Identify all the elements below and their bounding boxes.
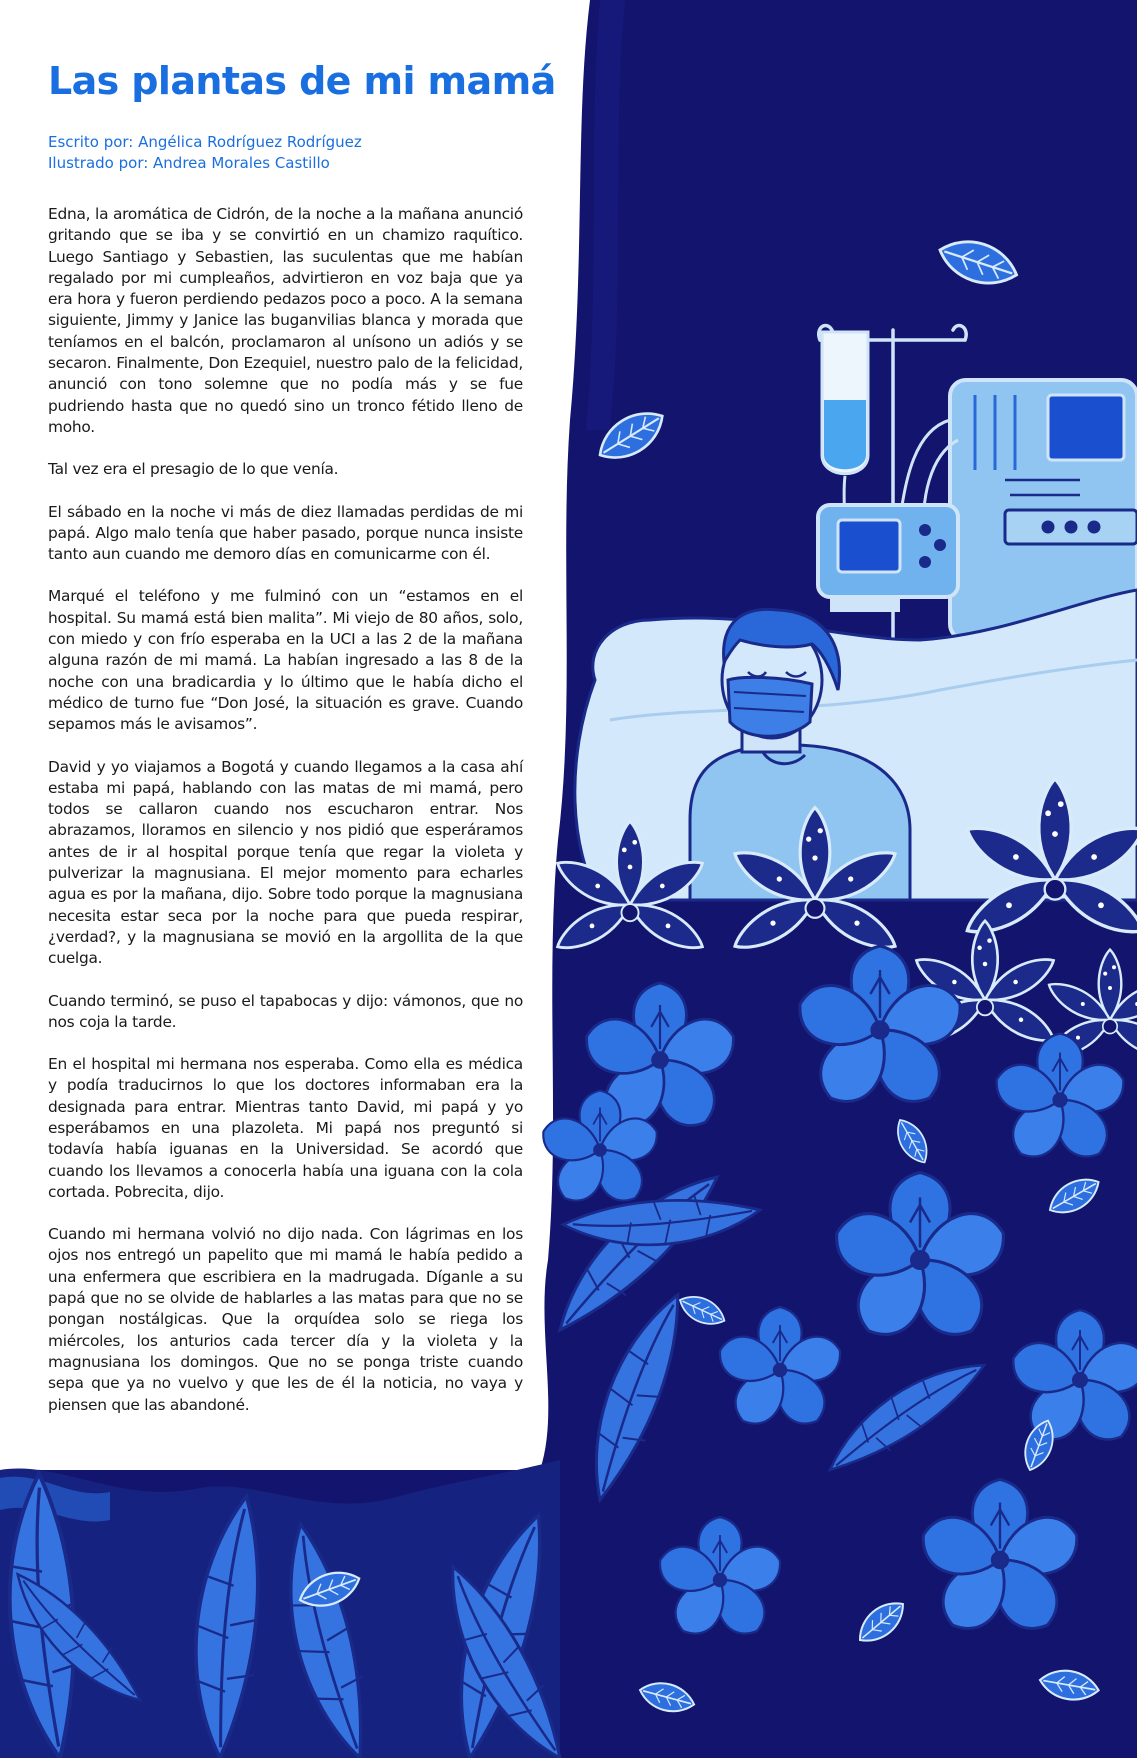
paragraph: Edna, la aromática de Cidrón, de la noche a la mañana anunció gritando que se iba y se convirtió en un chamizo raquítico. Luego Santiago y Sebastien, las suculentas que me habían regalado por mi cumpleaños, advirtieron en voz baja que ya era hora y fueron perdiendo pedazos poco a poco. A la semana siguiente, Jimmy y Janice las buganvilias blanca y morada que teníamos en el balcón, proclamaron al unísono un adiós y se secaron. Finalmente, Don Ezequiel, nuestro palo de la felicidad, anunció con tono solemne que no podía más y se fue pudriendo hasta que no quedó sino un tronco fétido lleno de moho. <box>48 205 523 436</box>
paragraph: El sábado en la noche vi más de diez llamadas perdidas de mi papá. Algo malo tenía que haber pasado, porque nunca insiste tanto aun cuando me demoro días en comunicarme con él. <box>48 502 523 564</box>
article-title: Las plantas de mi mamá <box>48 59 556 103</box>
paragraph: Cuando terminó, se puso el tapabocas y dijo: vámonos, que no nos coja la tarde. <box>48 991 523 1031</box>
story-body <box>48 204 523 1416</box>
article <box>48 52 556 1437</box>
paragraph: En el hospital mi hermana nos esperaba. Como ella es médica y podía traducirnos lo que los doctores informaban era la designada para entrar. Mientras tanto David, mi papá y yo esperábamos en una plazoleta. Mi papá nos preguntó si todavía había iguanas en la Universidad. Se acordó que cuando los llevamos a conocerla había una iguana con la cola cortada. Pobrecita, dijo. <box>48 1055 523 1201</box>
credits <box>48 132 523 174</box>
paragraph: David y yo viajamos a Bogotá y cuando llegamos a la casa ahí estaba mi papá, hablando con las matas de mi mamá, pero todos se callaron cuando nos escucharon entrar. Nos abrazamos, lloramos en silencio y nos pidió que esperáramos antes de ir al hospital porque tenía que regar la violeta y pulverizar la magnusiana. El mejor momento para echarles agua es por la mañana, dijo. Sobre todo porque la magnusiana necesita estar seca por la noche para que pueda respirar, ¿verdad?, y la magnusiana se movió en la argollita de la que cuelga. <box>48 757 523 968</box>
paragraph: Cuando mi hermana volvió no dijo nada. Con lágrimas en los ojos nos entregó un papelito que mi mamá le había pedido a una enfermera que escribiera en la madrugada. Díganle a su papá que no se olvide de hablarles a las matas para que no se pongan nostálgicas. Que la orquídea solo se riega los miércoles, los anturios cada tercer día y la violeta y la magnusiana los domingos. Que no se ponga triste cuando sepa que ya no vuelvo y que les de él la noticia, no vaya y piensen que las abandoné. <box>48 1225 523 1414</box>
author-credit: Escrito por: Angélica Rodríguez Rodríguez <box>48 133 362 151</box>
paragraph: Marqué el teléfono y me fulminó con un “estamos en el hospital. Su mamá está bien malita”. Mi viejo de 80 años, solo, con miedo y con frío esperaba en la UCI a las 2 de la mañana alguna razón de mi mamá. La habían ingresado a las 8 de la noche con una bradicardia y lo último que le había dicho el médico de turno fue “Don José, la situación es grave. Cuando sepamos más le avisamos”. <box>48 587 523 734</box>
paragraph: Tal vez era el presagio de lo que venía. <box>48 460 339 479</box>
illustrator-credit: Ilustrado por: Andrea Morales Castillo <box>48 154 330 172</box>
